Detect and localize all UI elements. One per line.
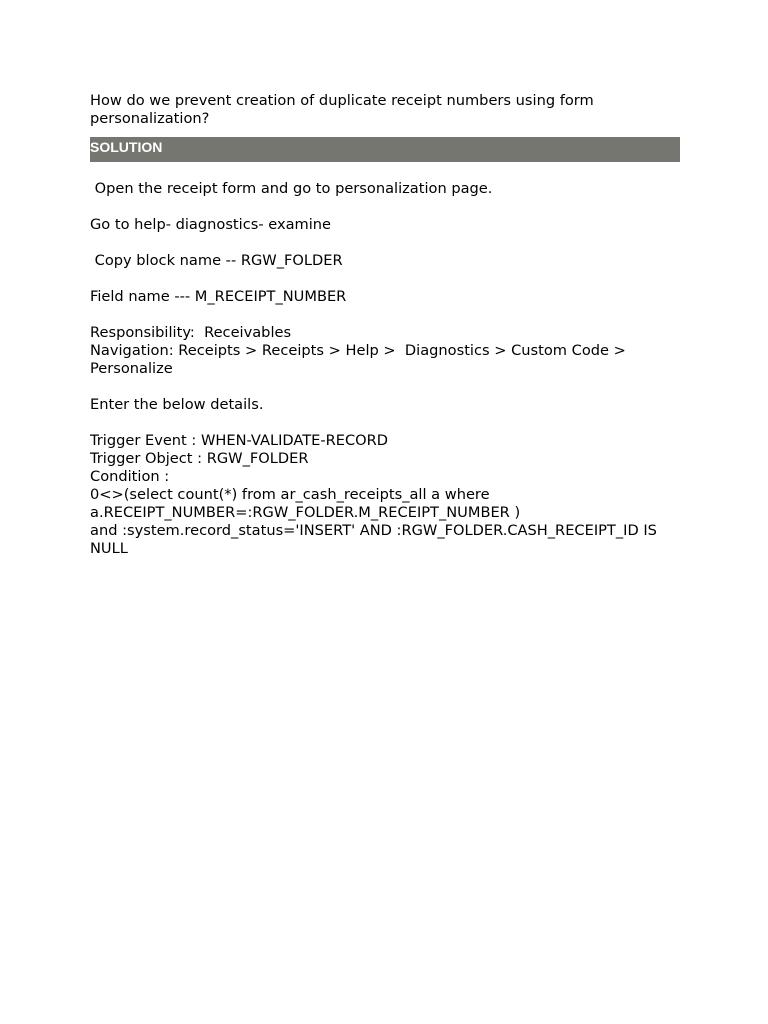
solution-heading-bar: [90, 137, 680, 162]
document-page: [90, 92, 680, 558]
trigger-object-text: Trigger Object : RGW_FOLDER: [90, 450, 309, 467]
step-copy-block: Copy block name -- RGW_FOLDER: [90, 252, 343, 269]
condition-line-2: a.RECEIPT_NUMBER=:RGW_FOLDER.M_RECEIPT_NUMBER ): [90, 504, 521, 521]
responsibility-text: Responsibility: Receivables: [90, 324, 292, 341]
trigger-event-text: Trigger Event : WHEN-VALIDATE-RECORD: [90, 432, 389, 449]
condition-line-1: 0<>(select count(*) from ar_cash_receipts_all a where: [90, 486, 490, 503]
condition-label: Condition :: [90, 468, 170, 485]
enter-details-text: Enter the below details.: [90, 396, 264, 413]
question-text: How do we prevent creation of duplicate receipt numbers using form personalization?: [90, 92, 599, 127]
step-go-to-help: Go to help- diagnostics- examine: [90, 216, 332, 233]
step-open-form: Open the receipt form and go to personalization page.: [90, 180, 493, 197]
solution-heading: SOLUTION: [90, 139, 163, 155]
condition-line-3: and :system.record_status='INSERT' AND :RGW_FOLDER.CASH_RECEIPT_ID IS NULL: [90, 522, 662, 557]
navigation-text: Navigation: Receipts > Receipts > Help > Diagnostics > Custom Code > Personalize: [90, 342, 631, 377]
step-field-name: Field name --- M_RECEIPT_NUMBER: [90, 288, 347, 305]
